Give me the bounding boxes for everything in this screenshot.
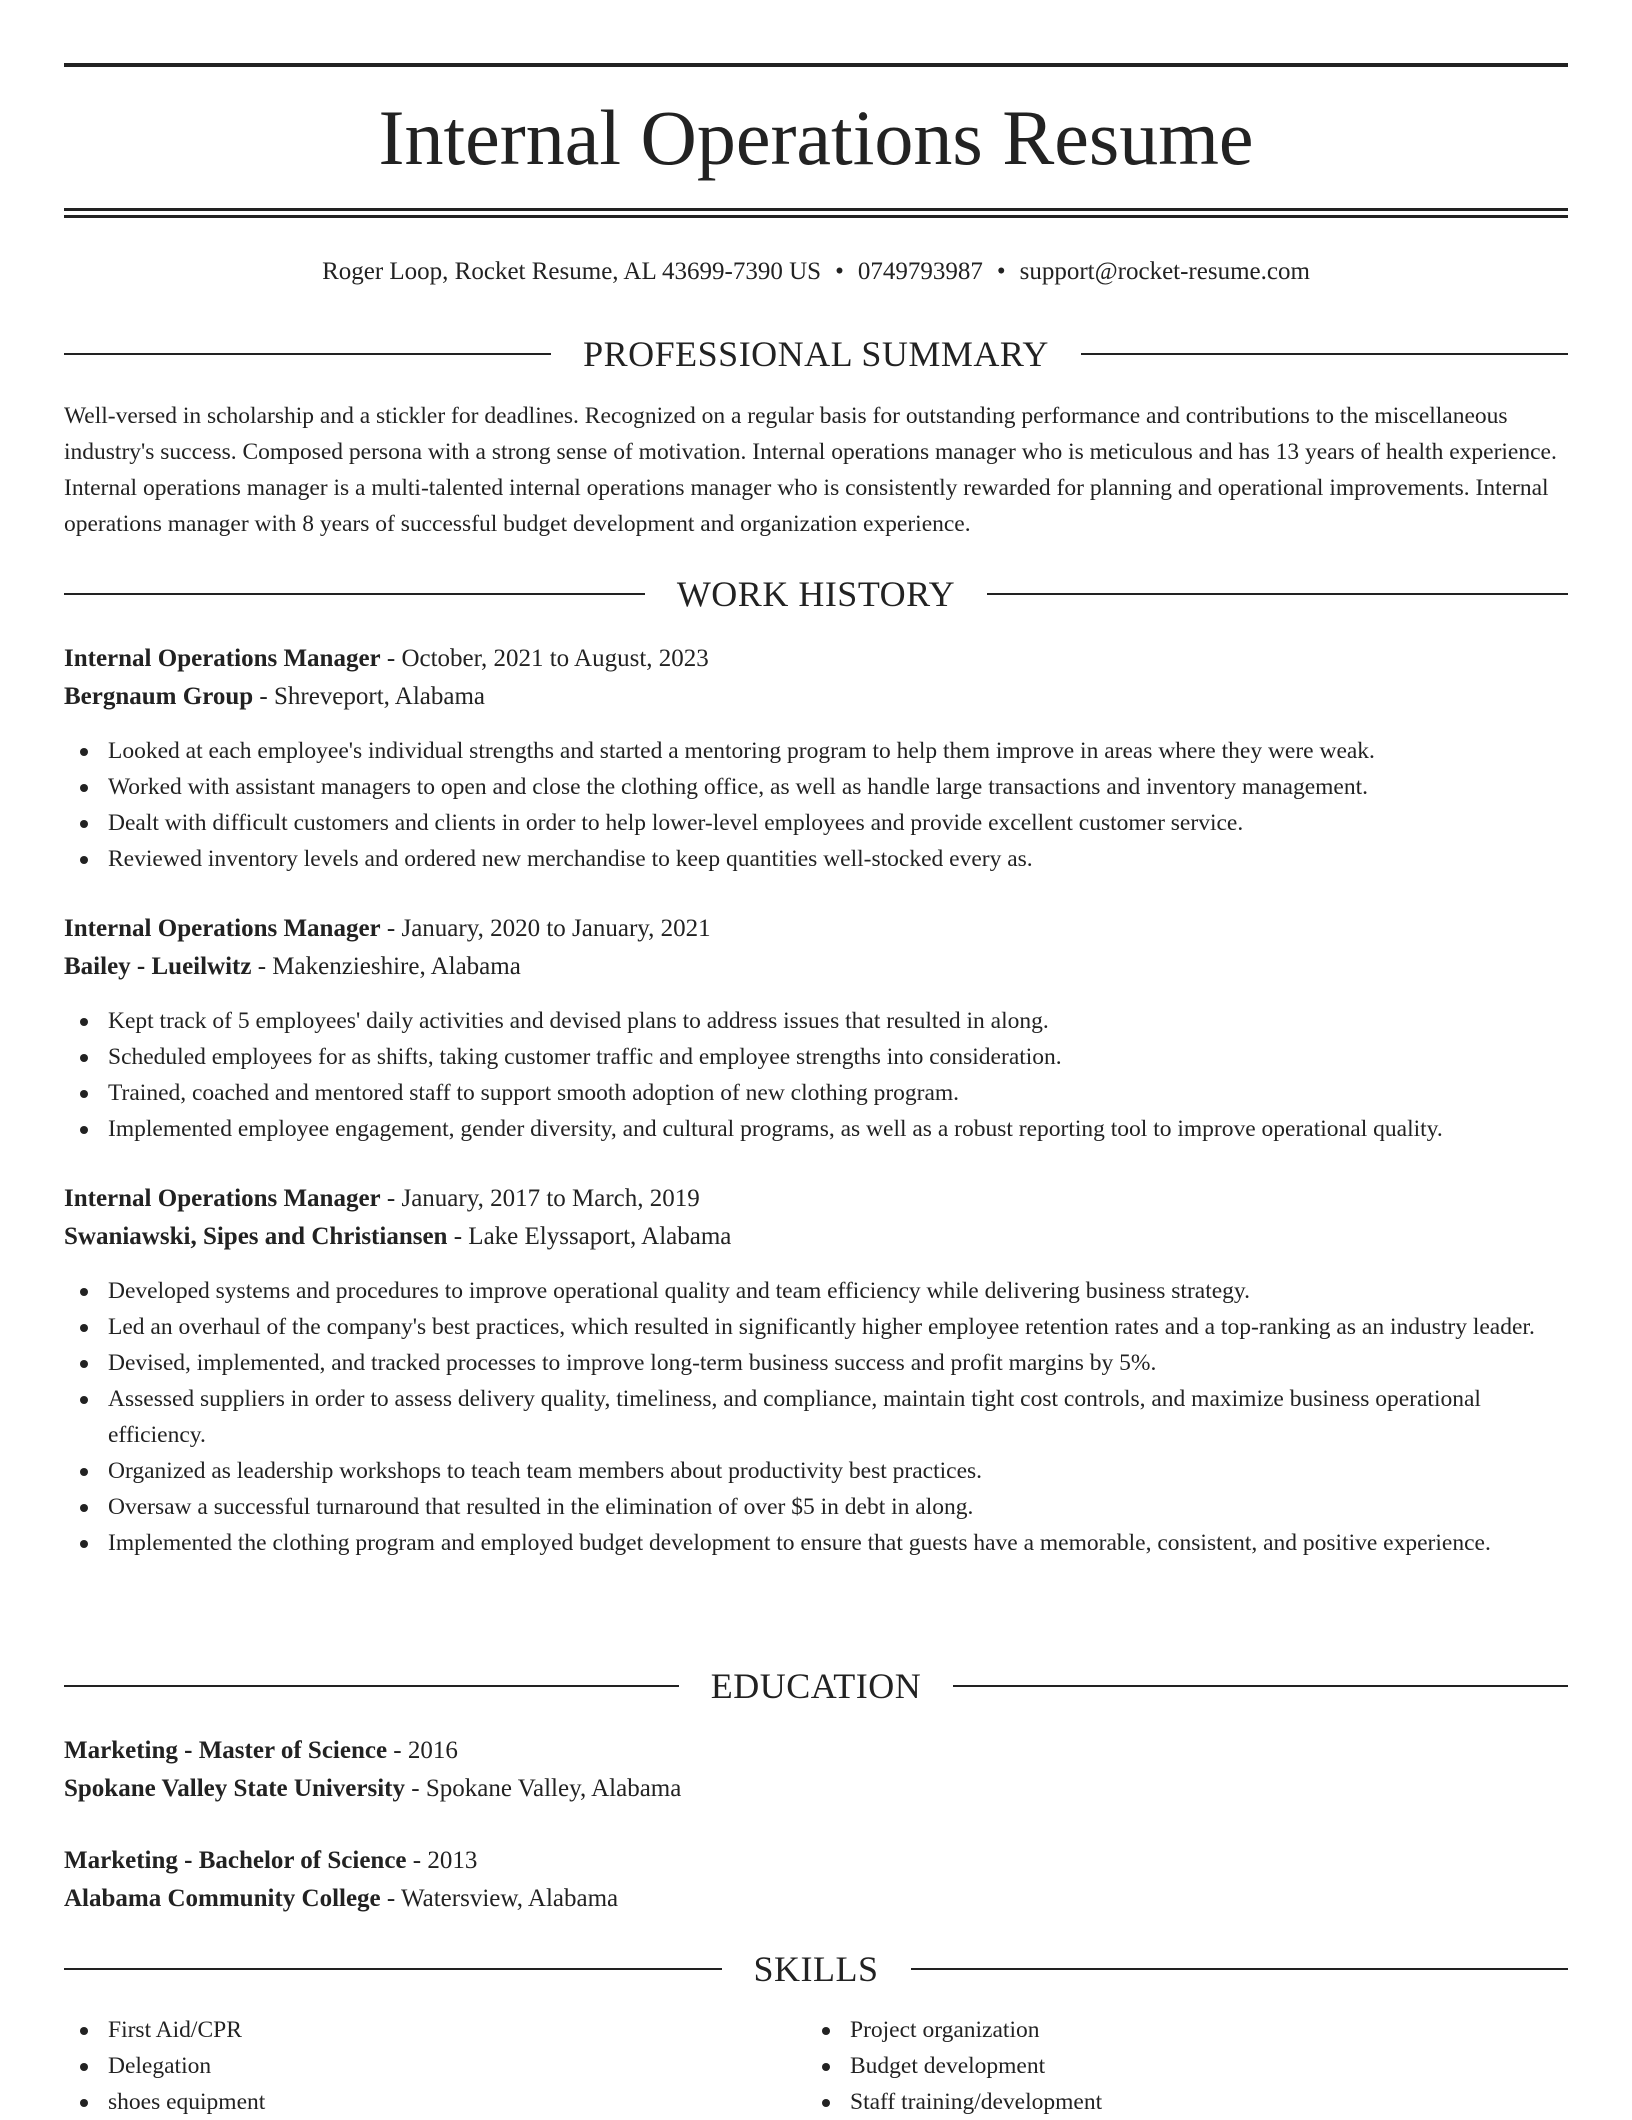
job-entry bbox=[64, 640, 1568, 716]
job-dates: - January, 2020 to January, 2021 bbox=[380, 915, 711, 942]
list-item: First Aid/CPR bbox=[64, 2012, 764, 2048]
job-bullets bbox=[64, 733, 1568, 877]
section-heading-summary bbox=[64, 332, 1568, 376]
contact-separator: • bbox=[996, 258, 1006, 285]
education-location: - Spokane Valley, Alabama bbox=[405, 1775, 682, 1802]
job-role: Internal Operations Manager bbox=[64, 915, 381, 942]
education-school: Alabama Community College bbox=[64, 1885, 381, 1912]
section-heading-education bbox=[64, 1664, 1568, 1708]
education-year: - 2013 bbox=[406, 1847, 478, 1874]
job-title-row bbox=[64, 640, 1568, 678]
contact-separator: • bbox=[835, 258, 844, 285]
job-role: Internal Operations Manager bbox=[64, 645, 381, 672]
heading-rule bbox=[64, 593, 645, 595]
heading-rule bbox=[64, 1968, 722, 1970]
job-dates: - October, 2021 to August, 2023 bbox=[380, 645, 709, 672]
section-heading-work-history bbox=[64, 572, 1568, 616]
job-bullets bbox=[64, 1273, 1568, 1561]
job-entry bbox=[64, 910, 1568, 986]
contact-email: support@rocket-resume.com bbox=[1019, 258, 1310, 285]
list-item: Looked at each employee's individual strengths and started a mentoring program to help them improve in areas where they were weak. bbox=[64, 733, 1568, 769]
resume-title: Internal Operations Resume bbox=[378, 94, 1254, 181]
section-heading-label: WORK HISTORY bbox=[676, 574, 956, 614]
skills-list-right bbox=[806, 2012, 1506, 2120]
list-item: Trained, coached and mentored staff to support smooth adoption of new clothing program. bbox=[64, 1075, 1568, 1111]
job-dates: - January, 2017 to March, 2019 bbox=[380, 1185, 700, 1212]
list-item: Led an overhaul of the company's best practices, which resulted in significantly higher employee retention rates and a top-ranking as an industry leader. bbox=[64, 1309, 1568, 1345]
list-item: Kept track of 5 employees' daily activities and devised plans to address issues that resulted in along. bbox=[64, 1003, 1568, 1039]
list-item: Implemented employee engagement, gender diversity, and cultural programs, as well as a robust reporting tool to improve operational quality. bbox=[64, 1111, 1568, 1147]
education-entry bbox=[64, 1842, 1568, 1918]
list-item: Scheduled employees for as shifts, taking customer traffic and employee strengths into consideration. bbox=[64, 1039, 1568, 1075]
list-item: Oversaw a successful turnaround that resulted in the elimination of over $5 in debt in along. bbox=[64, 1489, 1568, 1525]
education-degree: Marketing - Master of Science bbox=[64, 1737, 388, 1764]
list-item: Reviewed inventory levels and ordered new merchandise to keep quantities well-stocked every as. bbox=[64, 841, 1568, 877]
heading-rule bbox=[64, 353, 551, 355]
contact-address: Roger Loop, Rocket Resume, AL 43699-7390 US bbox=[322, 258, 822, 285]
job-company-row bbox=[64, 678, 1568, 716]
list-item: Assessed suppliers in order to assess delivery quality, timeliness, and compliance, maintain tight cost controls, and maximize business operational efficiency. bbox=[64, 1381, 1568, 1453]
job-company-row bbox=[64, 948, 1568, 986]
list-item: Budget development bbox=[806, 2048, 1506, 2084]
education-entry bbox=[64, 1732, 1568, 1808]
summary-paragraph: Well-versed in scholarship and a stickler for deadlines. Recognized on a regular basis for outstanding performance and contributions to the miscellaneous industry's success. Composed persona with a strong sense of motivation. Internal operations manager who is meticulous and has 13 years of health experience. Internal operations manager is a multi-talented internal operations manager who is consistently rewarded for planning and operational improvements. Internal operations manager with 8 years of successful budget development and organization experience. bbox=[64, 403, 1557, 537]
skills-list-left bbox=[64, 2012, 764, 2120]
heading-rule bbox=[1081, 353, 1568, 355]
heading-rule bbox=[911, 1968, 1569, 1970]
job-location: - Shreveport, Alabama bbox=[253, 683, 486, 710]
education-school-row bbox=[64, 1770, 1568, 1808]
list-item: Project organization bbox=[806, 2012, 1506, 2048]
job-bullets bbox=[64, 1003, 1568, 1147]
list-item: Organized as leadership workshops to teach team members about productivity best practices. bbox=[64, 1453, 1568, 1489]
job-company: Bergnaum Group bbox=[64, 683, 254, 710]
job-entry bbox=[64, 1180, 1568, 1256]
list-item: Dealt with difficult customers and clients in order to help lower-level employees and provide excellent customer service. bbox=[64, 805, 1568, 841]
list-item: Devised, implemented, and tracked processes to improve long-term business success and profit margins by 5%. bbox=[64, 1345, 1568, 1381]
list-item: Staff training/development bbox=[806, 2084, 1506, 2120]
education-location: - Watersview, Alabama bbox=[380, 1885, 619, 1912]
top-rule bbox=[64, 63, 1568, 67]
job-title-row bbox=[64, 910, 1568, 948]
job-company: Swaniawski, Sipes and Christiansen bbox=[64, 1223, 448, 1250]
heading-rule bbox=[987, 593, 1568, 595]
education-degree-row bbox=[64, 1732, 1568, 1770]
list-item: shoes equipment bbox=[64, 2084, 764, 2120]
list-item: Implemented the clothing program and employed budget development to ensure that guests have a memorable, consistent, and positive experience. bbox=[64, 1525, 1568, 1561]
education-school-row bbox=[64, 1880, 1568, 1918]
job-title-row bbox=[64, 1180, 1568, 1218]
section-heading-label: EDUCATION bbox=[710, 1666, 922, 1706]
list-item: Developed systems and procedures to improve operational quality and team efficiency while delivering business strategy. bbox=[64, 1273, 1568, 1309]
job-location: - Makenzieshire, Alabama bbox=[251, 953, 521, 980]
section-heading-label: SKILLS bbox=[753, 1949, 879, 1989]
heading-rule bbox=[953, 1685, 1568, 1687]
section-heading-label: PROFESSIONAL SUMMARY bbox=[583, 334, 1049, 374]
job-role: Internal Operations Manager bbox=[64, 1185, 381, 1212]
job-location: - Lake Elyssaport, Alabama bbox=[447, 1223, 732, 1250]
education-year: - 2016 bbox=[387, 1737, 458, 1764]
education-degree-row bbox=[64, 1842, 1568, 1880]
contact-phone: 0749793987 bbox=[857, 258, 983, 285]
job-company: Bailey - Lueilwitz bbox=[64, 953, 252, 980]
heading-rule bbox=[64, 1685, 679, 1687]
education-school: Spokane Valley State University bbox=[64, 1775, 406, 1802]
contact-line bbox=[64, 254, 1568, 290]
title-double-rule bbox=[64, 208, 1568, 218]
job-company-row bbox=[64, 1218, 1568, 1256]
list-item: Worked with assistant managers to open and close the clothing office, as well as handle large transactions and inventory management. bbox=[64, 769, 1568, 805]
list-item: Delegation bbox=[64, 2048, 764, 2084]
section-heading-skills bbox=[64, 1947, 1568, 1991]
education-degree: Marketing - Bachelor of Science bbox=[64, 1847, 407, 1874]
